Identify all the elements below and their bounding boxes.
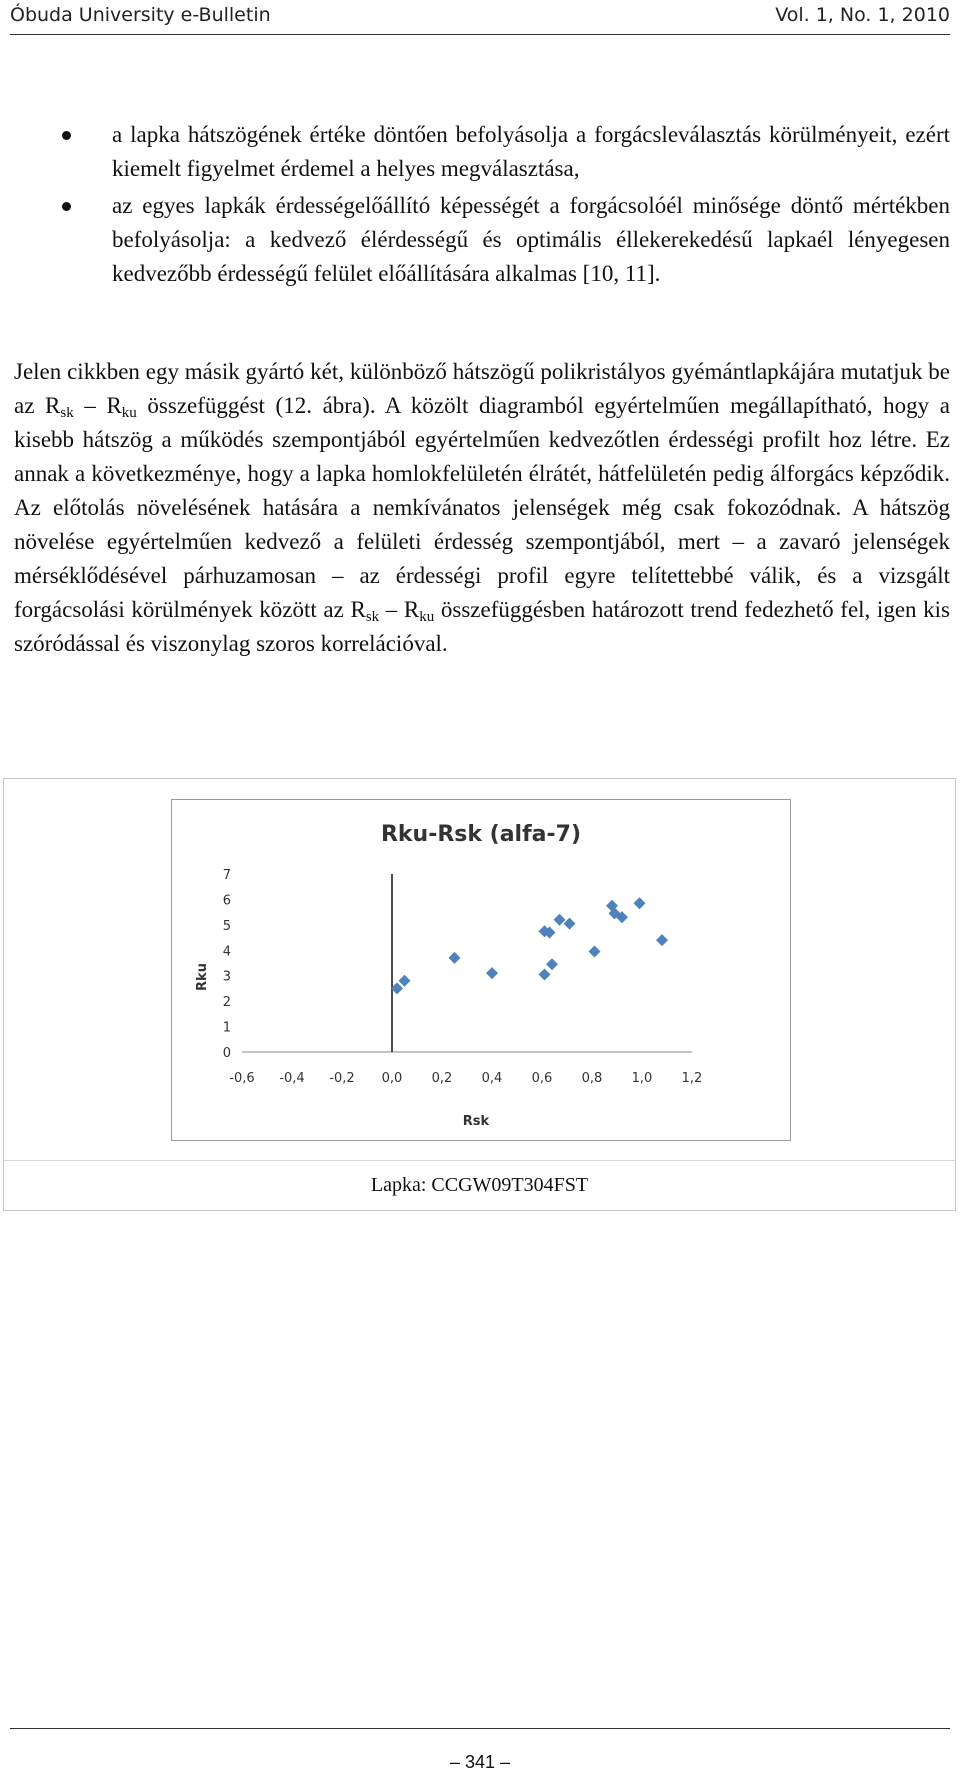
y-tick-label: 3 [222, 969, 231, 985]
footer-rule [10, 1728, 950, 1729]
issue-info: Vol. 1, No. 1, 2010 [775, 4, 950, 26]
data-point [399, 975, 411, 987]
x-tick-label: -0,6 [229, 1071, 255, 1086]
paragraph-text: – R [379, 597, 420, 622]
data-point [391, 982, 403, 994]
data-point [634, 897, 646, 909]
data-point [589, 946, 601, 958]
chart-title: Rku-Rsk (alfa-7) [380, 822, 582, 847]
y-tick-label: 2 [222, 995, 231, 1011]
figure [3, 778, 956, 1211]
bullet-text: a lapka hátszögének értéke döntően befolyásolja a forgácsleválasztás körülményeit, ezért kiemelt figyelmet érdemel a helyes megválasztása, [112, 122, 950, 181]
x-tick-label: 1,2 [681, 1071, 703, 1086]
figure-caption: Lapka: CCGW09T304FST [370, 1174, 589, 1196]
x-tick-label: 0,8 [581, 1071, 603, 1086]
data-point [564, 918, 576, 930]
x-axis-label: Rsk [462, 1114, 490, 1129]
paragraph-text: összefüggést (12. ábra). A közölt diagramból egyértelműen megállapítható, hogy a kisebb hátszög a működés szempontjából egyértelműen kedvezőtlen érdességi profilt hoz létre. Ez annak a következménye, hogy a lapka homlokfelületén élrátét, hátfelületén pedig álforgács képződik. Az előtolás növelésének hatására a nemkívánatos jelenségek még csak fokozódnak. A hátszög növelése egyértelműen kedvező a felületi érdesség szempontjából, mert – a zavaró jelenségek mérséklődésével párhuzamosan – az érdességi profil egyre telítettebbé válik, és a vizsgált forgácsolási körülmények között az R [14, 393, 950, 622]
body-paragraph [14, 355, 950, 661]
y-tick-label: 6 [222, 893, 231, 909]
bullet-text: az egyes lapkák érdességelőállító képességét a forgácsolóél minősége döntő mértékben befolyásolja: a kedvező élérdességű és optimális éllekerekedésű lapkaél lényegesen kedvezőbb érdességű felület előállítására alkalmas [10, 11]. [112, 193, 950, 286]
bullet-list [0, 118, 950, 294]
y-axis-label: Rku [195, 963, 210, 991]
running-header [10, 2, 950, 32]
subscript: ku [121, 405, 137, 421]
subscript: sk [60, 405, 74, 421]
data-point [656, 934, 668, 946]
y-tick-label: 0 [222, 1046, 231, 1061]
x-tick-label: 0,2 [431, 1071, 453, 1086]
paragraph-text: – R [73, 393, 122, 418]
y-tick-label: 1 [222, 1020, 231, 1036]
data-point [486, 967, 498, 979]
bullet-icon [62, 202, 71, 211]
journal-title: Óbuda University e-Bulletin [10, 4, 271, 26]
bullet-item [0, 118, 950, 186]
data-point [554, 914, 566, 926]
data-point [539, 968, 551, 980]
x-tick-label: -0,4 [279, 1071, 305, 1086]
x-tick-label: 0,6 [531, 1071, 553, 1086]
chart-panel [171, 799, 791, 1141]
data-point [449, 952, 461, 964]
y-tick-label: 4 [222, 944, 231, 960]
x-tick-label: -0,2 [329, 1071, 355, 1086]
paragraph-text: összefüggésben határozott trend fedezhető fel, igen kis szóródással és viszonylag szoros korrelációval. [14, 597, 950, 656]
y-tick-label: 5 [222, 918, 231, 934]
header-rule [10, 34, 950, 35]
x-tick-label: 1,0 [631, 1071, 653, 1086]
subscript: ku [419, 609, 435, 625]
data-point [546, 958, 558, 970]
bullet-icon [62, 131, 71, 140]
subscript: sk [365, 609, 380, 625]
scatter-chart [172, 800, 790, 1140]
x-tick-label: 0,0 [381, 1071, 403, 1086]
paragraph-text: Jelen cikkben egy másik gyártó két, különböző hátszögű polikristályos gyémántlapkájára mutatjuk be az R [14, 359, 950, 418]
page-number: – 341 – [449, 1752, 511, 1772]
x-tick-label: 0,4 [481, 1071, 503, 1086]
figure-divider [4, 1160, 955, 1161]
bullet-item [0, 189, 950, 291]
y-tick-label: 7 [222, 868, 231, 883]
